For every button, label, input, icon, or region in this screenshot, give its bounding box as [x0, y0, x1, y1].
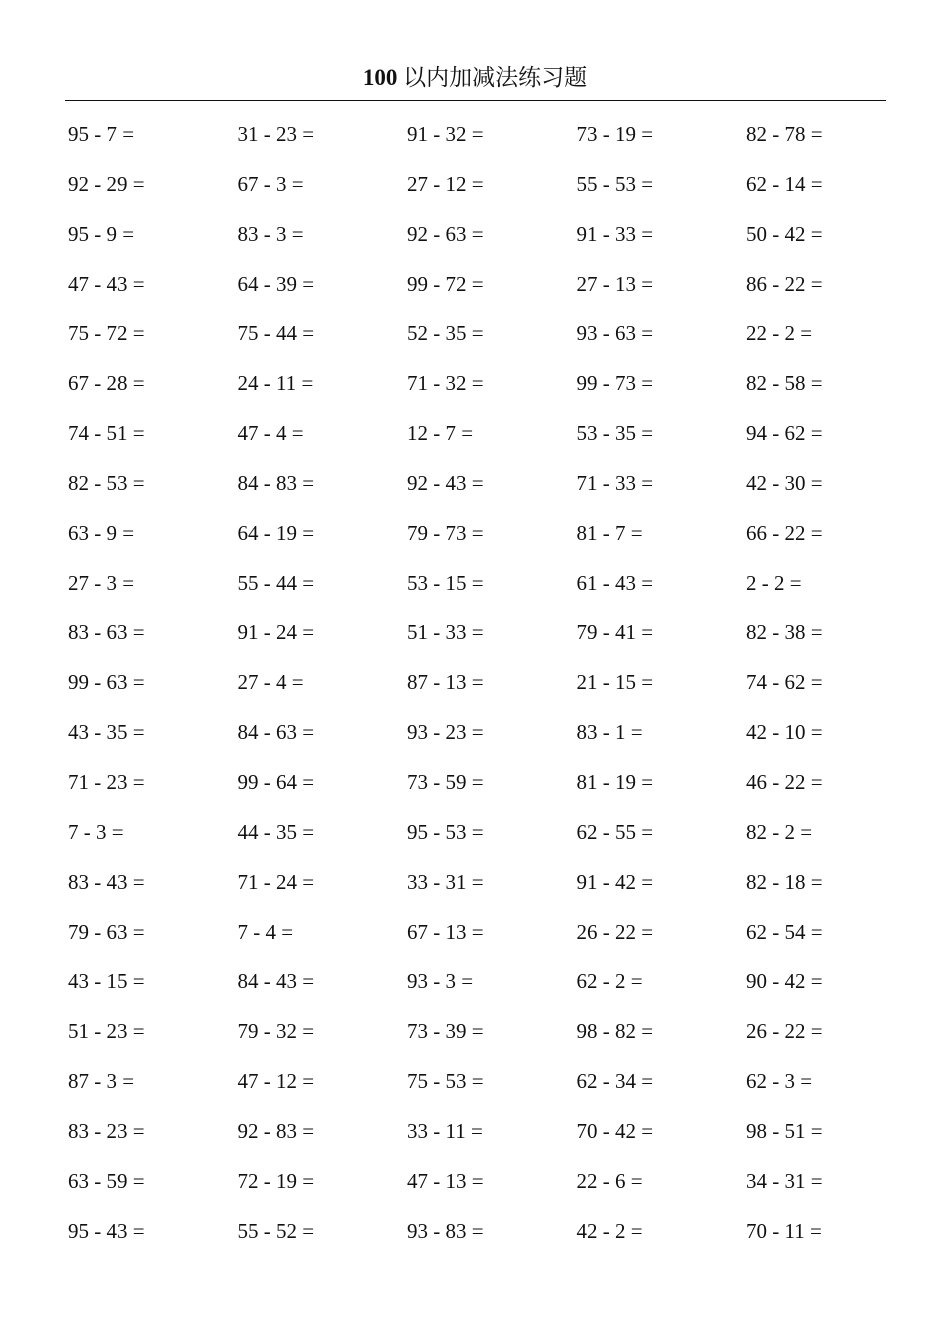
problem-item: 67 - 3 =: [237, 171, 304, 196]
problem-row: [68, 1115, 918, 1165]
problem-row: [68, 218, 918, 268]
problem-item: 27 - 4 =: [237, 670, 304, 695]
problem-row: [68, 417, 918, 467]
problem-item: 79 - 41 =: [576, 620, 654, 645]
problem-item: 91 - 33 =: [576, 221, 654, 246]
problem-item: 27 - 13 =: [576, 271, 654, 296]
problem-item: 67 - 28 =: [68, 371, 145, 396]
problem-row: [68, 716, 918, 766]
problem-item: 84 - 83 =: [237, 470, 315, 495]
problem-item: 95 - 9 =: [68, 221, 135, 246]
problem-item: 53 - 15 =: [407, 570, 484, 595]
problem-item: 99 - 63 =: [68, 670, 145, 695]
problem-row: [68, 1015, 918, 1065]
problem-item: 27 - 3 =: [68, 570, 135, 595]
problem-item: 99 - 64 =: [237, 769, 315, 794]
problem-item: 26 - 22 =: [746, 1019, 823, 1044]
problem-item: 83 - 63 =: [68, 620, 145, 645]
problem-item: 75 - 53 =: [407, 1069, 484, 1094]
problem-item: 75 - 44 =: [237, 321, 315, 346]
problem-item: 67 - 13 =: [407, 919, 484, 944]
problem-row: [68, 317, 918, 367]
problem-item: 62 - 3 =: [746, 1069, 813, 1094]
problem-item: 62 - 14 =: [746, 171, 823, 196]
problem-item: 75 - 72 =: [68, 321, 145, 346]
problem-item: 24 - 11 =: [237, 371, 314, 396]
problem-item: 34 - 31 =: [746, 1168, 823, 1193]
problem-item: 42 - 10 =: [746, 720, 823, 745]
problem-item: 22 - 6 =: [576, 1168, 643, 1193]
problem-item: 51 - 33 =: [407, 620, 484, 645]
problem-item: 99 - 73 =: [576, 371, 654, 396]
problem-row: [68, 616, 918, 666]
problem-item: 50 - 42 =: [746, 221, 823, 246]
problem-item: 2 - 2 =: [746, 570, 802, 595]
problem-item: 93 - 23 =: [407, 720, 484, 745]
problem-item: 22 - 2 =: [746, 321, 813, 346]
problem-item: 55 - 53 =: [576, 171, 654, 196]
problem-item: 79 - 73 =: [407, 520, 484, 545]
problem-item: 71 - 24 =: [237, 869, 315, 894]
problem-item: 95 - 53 =: [407, 819, 484, 844]
problem-item: 62 - 55 =: [576, 819, 654, 844]
page-title-number: 100: [362, 65, 398, 90]
problem-item: 42 - 2 =: [576, 1218, 643, 1243]
problem-item: 82 - 38 =: [746, 620, 823, 645]
problem-item: 87 - 3 =: [68, 1069, 135, 1094]
problem-item: 90 - 42 =: [746, 969, 823, 994]
problem-item: 91 - 42 =: [576, 869, 654, 894]
title-divider: [65, 100, 886, 101]
problem-row: [68, 1215, 918, 1265]
problem-item: 83 - 1 =: [576, 720, 643, 745]
problem-item: 79 - 63 =: [68, 919, 145, 944]
problem-row: [68, 965, 918, 1015]
problem-item: 79 - 32 =: [237, 1019, 315, 1044]
problem-item: 74 - 62 =: [746, 670, 823, 695]
problem-item: 84 - 43 =: [237, 969, 315, 994]
problem-item: 84 - 63 =: [237, 720, 315, 745]
problem-item: 62 - 2 =: [576, 969, 643, 994]
problem-item: 92 - 29 =: [68, 171, 145, 196]
problem-item: 94 - 62 =: [746, 421, 823, 446]
problem-item: 93 - 83 =: [407, 1218, 484, 1243]
page-title-text: 以内加减法练习题: [397, 65, 588, 90]
problem-row: [68, 666, 918, 716]
problem-row: [68, 118, 918, 168]
problem-item: 83 - 43 =: [68, 869, 145, 894]
problem-item: 91 - 24 =: [237, 620, 315, 645]
problem-item: 26 - 22 =: [576, 919, 654, 944]
problem-item: 91 - 32 =: [407, 122, 484, 146]
problem-item: 74 - 51 =: [68, 421, 145, 446]
problem-item: 83 - 3 =: [237, 221, 304, 246]
problem-item: 83 - 23 =: [68, 1118, 145, 1143]
problem-item: 47 - 43 =: [68, 271, 145, 296]
problem-item: 71 - 33 =: [576, 470, 654, 495]
problem-item: 33 - 11 =: [407, 1118, 483, 1143]
problem-item: 99 - 72 =: [407, 271, 484, 296]
problem-item: 47 - 4 =: [237, 421, 304, 446]
problem-item: 82 - 2 =: [746, 819, 813, 844]
problem-row: [68, 467, 918, 517]
problem-item: 92 - 63 =: [407, 221, 484, 246]
problem-item: 43 - 15 =: [68, 969, 145, 994]
problem-item: 64 - 19 =: [237, 520, 315, 545]
problem-item: 46 - 22 =: [746, 769, 823, 794]
problem-item: 52 - 35 =: [407, 321, 484, 346]
problem-item: 66 - 22 =: [746, 520, 823, 545]
problem-item: 95 - 43 =: [68, 1218, 145, 1243]
problem-item: 64 - 39 =: [237, 271, 315, 296]
problem-item: 92 - 83 =: [237, 1118, 315, 1143]
problem-item: 63 - 59 =: [68, 1168, 145, 1193]
problem-item: 7 - 4 =: [237, 919, 294, 944]
problem-row: [68, 567, 918, 617]
problem-item: 82 - 58 =: [746, 371, 823, 396]
problem-item: 33 - 31 =: [407, 869, 484, 894]
problem-row: [68, 816, 918, 866]
problem-item: 87 - 13 =: [407, 670, 484, 695]
problem-item: 98 - 51 =: [746, 1118, 823, 1143]
problem-item: 51 - 23 =: [68, 1019, 145, 1044]
problem-item: 73 - 19 =: [576, 122, 654, 146]
problem-row: [68, 517, 918, 567]
problem-row: [68, 916, 918, 966]
problem-row: [68, 1165, 918, 1215]
problem-item: 42 - 30 =: [746, 470, 823, 495]
problem-item: 71 - 32 =: [407, 371, 484, 396]
page-title: [0, 62, 950, 94]
problem-item: 81 - 7 =: [576, 520, 643, 545]
problem-item: 53 - 35 =: [576, 421, 654, 446]
problem-item: 31 - 23 =: [237, 122, 315, 146]
problem-item: 98 - 82 =: [576, 1019, 654, 1044]
problem-item: 47 - 13 =: [407, 1168, 484, 1193]
problem-item: 63 - 9 =: [68, 520, 135, 545]
problem-row: [68, 766, 918, 816]
problem-item: 12 - 7 =: [407, 421, 474, 446]
problem-item: 92 - 43 =: [407, 470, 484, 495]
problem-item: 62 - 34 =: [576, 1069, 654, 1094]
problem-item: 93 - 3 =: [407, 969, 474, 994]
problem-row: [68, 268, 918, 318]
problem-item: 21 - 15 =: [576, 670, 654, 695]
problem-item: 62 - 54 =: [746, 919, 823, 944]
problem-item: 55 - 44 =: [237, 570, 315, 595]
problem-item: 27 - 12 =: [407, 171, 484, 196]
problem-item: 73 - 59 =: [407, 769, 484, 794]
problem-item: 73 - 39 =: [407, 1019, 484, 1044]
problem-item: 82 - 78 =: [746, 122, 823, 146]
problem-item: 44 - 35 =: [237, 819, 315, 844]
problem-item: 95 - 7 =: [68, 122, 135, 146]
problem-item: 81 - 19 =: [576, 769, 654, 794]
problem-item: 61 - 43 =: [576, 570, 654, 595]
problem-row: [68, 168, 918, 218]
problem-item: 7 - 3 =: [68, 819, 124, 844]
problem-item: 71 - 23 =: [68, 769, 145, 794]
problem-item: 70 - 42 =: [576, 1118, 654, 1143]
problem-item: 43 - 35 =: [68, 720, 145, 745]
problem-item: 93 - 63 =: [576, 321, 654, 346]
problem-item: 47 - 12 =: [237, 1069, 315, 1094]
problem-item: 70 - 11 =: [746, 1218, 822, 1243]
problem-row: [68, 367, 918, 417]
problem-item: 72 - 19 =: [237, 1168, 315, 1193]
problem-item: 82 - 53 =: [68, 470, 145, 495]
problem-row: [68, 866, 918, 916]
problem-item: 55 - 52 =: [237, 1218, 315, 1243]
problem-item: 86 - 22 =: [746, 271, 823, 296]
problem-row: [68, 1065, 918, 1115]
problem-item: 82 - 18 =: [746, 869, 823, 894]
problem-grid: [68, 118, 918, 1264]
